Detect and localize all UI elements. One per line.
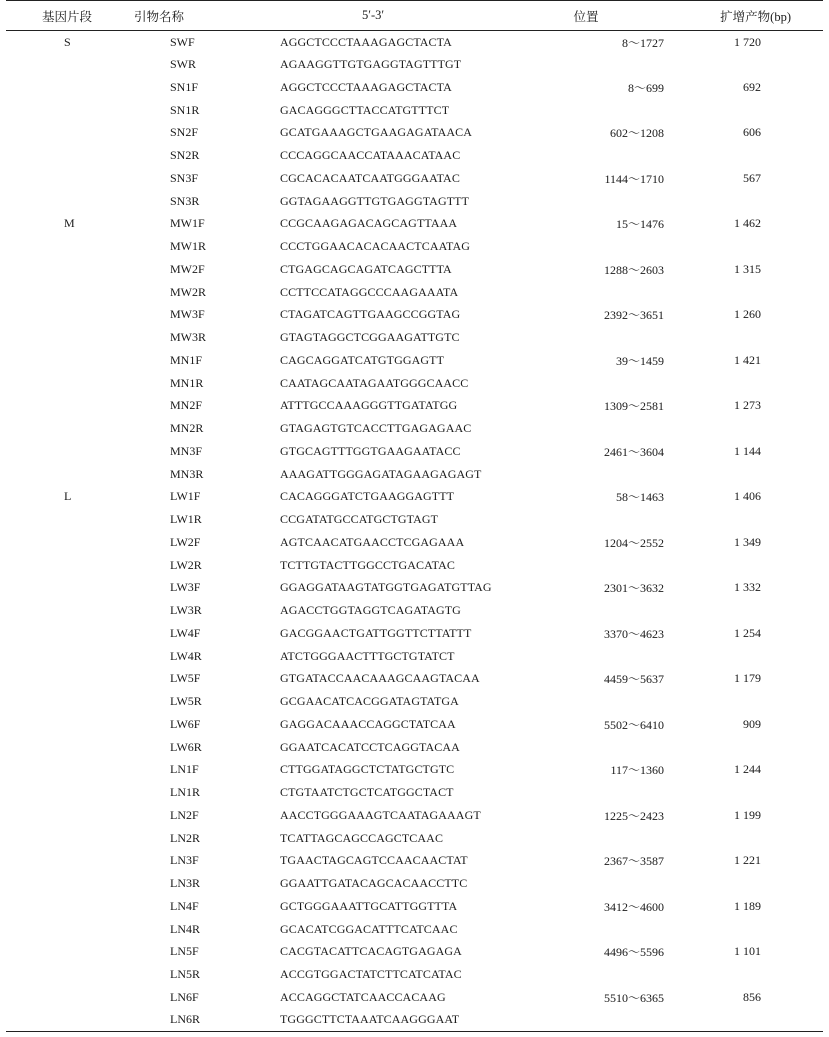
position-cell: 117～1360 <box>610 763 664 778</box>
position-cell <box>506 281 666 304</box>
table-row <box>6 668 823 691</box>
product-size-cell: 1 244 <box>734 762 761 777</box>
segment-cell <box>6 736 130 759</box>
segment-cell <box>6 941 130 964</box>
product-size-cell <box>666 417 823 440</box>
position-cell: 2301～3632 <box>603 581 664 596</box>
primer-name-cell: LW2R <box>170 557 202 572</box>
position-cell: 58～1463 <box>615 490 664 505</box>
table-row <box>6 486 823 509</box>
primer-name-cell: LW5R <box>170 694 202 709</box>
table-row <box>6 804 823 827</box>
table-row <box>6 1009 823 1032</box>
primer-name-cell: LN5R <box>170 967 200 982</box>
product-size-cell: 1 273 <box>734 398 761 413</box>
product-size-cell <box>666 99 823 122</box>
primer-name-cell: LN6R <box>130 1009 236 1032</box>
table-row <box>6 235 823 258</box>
sequence-cell: ACCGTGGACTATCTTCATCATAC <box>280 967 462 982</box>
product-size-cell <box>666 372 823 395</box>
primer-table <box>6 0 823 1032</box>
product-size-cell: 1 720 <box>734 34 761 49</box>
segment-cell <box>6 167 130 190</box>
segment-cell <box>6 963 130 986</box>
header-row <box>6 1 823 31</box>
product-size-cell: 1 332 <box>734 580 761 595</box>
product-size-cell <box>666 190 823 213</box>
segment-cell <box>6 622 130 645</box>
sequence-cell: GGAATTGATACAGCACAACCTTC <box>280 876 468 891</box>
position-cell <box>506 235 666 258</box>
segment-cell <box>6 190 130 213</box>
position-cell: 4459～5637 <box>603 672 664 687</box>
table-row <box>6 190 823 213</box>
primer-name-cell: LN5F <box>170 944 199 959</box>
sequence-cell: GGAATCACATCCTCAGGTACAA <box>280 739 460 754</box>
table-row <box>6 690 823 713</box>
primer-name-cell: MN2R <box>170 421 204 436</box>
position-cell <box>506 918 666 941</box>
primer-name-cell: LN2R <box>170 830 200 845</box>
product-size-cell: 856 <box>743 989 761 1004</box>
product-size-cell: 1 254 <box>734 625 761 640</box>
segment-cell <box>6 599 130 622</box>
position-cell: 39～1459 <box>615 353 664 368</box>
sequence-cell: GGAGGATAAGTATGGTGAGATGTTAG <box>280 580 492 595</box>
sequence-cell: GTAGAGTGTCACCTTGAGAGAAC <box>280 421 472 436</box>
sequence-cell: TCATTAGCAGCCAGCTCAAC <box>280 830 444 845</box>
sequence-cell: GTGCAGTTTGGTGAAGAATACC <box>280 443 461 458</box>
primer-name-cell: LN3R <box>170 876 200 891</box>
product-size-cell <box>666 599 823 622</box>
product-size-cell <box>666 645 823 668</box>
table-row <box>6 395 823 418</box>
position-cell <box>506 463 666 486</box>
position-cell: 2367～3587 <box>603 854 664 869</box>
segment-cell <box>6 99 130 122</box>
sequence-cell: GCGAACATCACGGATAGTATGA <box>280 694 459 709</box>
table-body <box>6 31 823 1032</box>
table-row <box>6 508 823 531</box>
primer-name-cell: LW3R <box>170 603 202 618</box>
table-row <box>6 349 823 372</box>
position-cell <box>506 508 666 531</box>
product-size-cell <box>666 508 823 531</box>
primer-name-cell: SN3F <box>170 170 199 185</box>
sequence-cell: CGCACACAATCAATGGGAATAC <box>280 170 460 185</box>
header-sequence: 5′-3′ <box>236 1 506 31</box>
primer-name-cell: SWF <box>170 34 195 49</box>
product-size-cell <box>666 53 823 76</box>
segment-cell <box>6 577 130 600</box>
sequence-cell: AGAAGGTTGTGAGGTAGTTTGT <box>280 57 462 72</box>
segment-cell <box>6 918 130 941</box>
table-row <box>6 463 823 486</box>
product-size-cell: 1 315 <box>734 261 761 276</box>
primer-name-cell: SWR <box>170 57 197 72</box>
segment-cell <box>6 281 130 304</box>
header-product-size: 扩增产物(bp) <box>666 1 823 31</box>
primer-name-cell: LW2F <box>170 534 201 549</box>
primer-name-cell: MN3R <box>170 466 204 481</box>
position-cell <box>506 872 666 895</box>
position-cell <box>506 690 666 713</box>
primer-name-cell: MN1R <box>170 375 204 390</box>
product-size-cell: 1 221 <box>734 853 761 868</box>
primer-name-cell: LW6F <box>170 716 201 731</box>
product-size-cell: 1 199 <box>734 807 761 822</box>
position-cell <box>506 326 666 349</box>
sequence-cell: CAATAGCAATAGAATGGGCAACC <box>280 375 469 390</box>
primer-name-cell: SN2R <box>170 148 200 163</box>
sequence-cell: CTAGATCAGTTGAAGCCGGTAG <box>280 307 461 322</box>
sequence-cell: CAGCAGGATCATGTGGAGTT <box>280 352 444 367</box>
table-row <box>6 645 823 668</box>
segment-cell <box>6 349 130 372</box>
position-cell: 1288～2603 <box>603 262 664 277</box>
sequence-cell: AGGCTCCCTAAAGAGCTACTA <box>280 79 452 94</box>
primer-name-cell: LN4F <box>170 898 199 913</box>
segment-cell: S <box>64 34 71 49</box>
sequence-cell: TGAACTAGCAGTCCAACAACTAT <box>280 853 468 868</box>
table-row <box>6 713 823 736</box>
table-row <box>6 440 823 463</box>
primer-name-cell: MN1F <box>170 352 203 367</box>
position-cell: 5502～6410 <box>603 717 664 732</box>
product-size-cell <box>666 281 823 304</box>
primer-name-cell: LN4R <box>170 921 200 936</box>
sequence-cell: ATTTGCCAAAGGGTTGATATGG <box>280 398 458 413</box>
segment-cell <box>6 668 130 691</box>
product-size-cell <box>666 872 823 895</box>
segment-cell <box>6 144 130 167</box>
product-size-cell <box>666 827 823 850</box>
segment-cell <box>6 986 130 1009</box>
product-size-cell: 1 179 <box>734 671 761 686</box>
table-row <box>6 554 823 577</box>
primer-name-cell: MW1R <box>170 239 206 254</box>
primer-name-cell: SN3R <box>170 193 200 208</box>
segment-cell <box>6 440 130 463</box>
sequence-cell: AGACCTGGTAGGTCAGATAGTG <box>280 603 461 618</box>
segment-cell <box>6 759 130 782</box>
product-size-cell <box>666 326 823 349</box>
position-cell: 4496～5596 <box>603 945 664 960</box>
sequence-cell: CCCTGGAACACACAACTCAATAG <box>280 239 471 254</box>
sequence-cell: AAAGATTGGGAGATAGAAGAGAGT <box>280 466 482 481</box>
table-row <box>6 781 823 804</box>
product-size-cell: 1 189 <box>734 898 761 913</box>
segment-cell <box>6 531 130 554</box>
segment-cell <box>6 235 130 258</box>
position-cell: 602～1208 <box>609 126 664 141</box>
position-cell: 8～1727 <box>621 35 664 50</box>
primer-name-cell: LW5F <box>170 671 201 686</box>
table-row <box>6 895 823 918</box>
table-row <box>6 599 823 622</box>
table-row <box>6 918 823 941</box>
product-size-cell: 1 406 <box>734 489 761 504</box>
table-row <box>6 281 823 304</box>
primer-name-cell: LW3F <box>170 580 201 595</box>
segment-cell <box>6 690 130 713</box>
primer-name-cell: MW3R <box>170 330 206 345</box>
primer-name-cell: LN1F <box>170 762 199 777</box>
sequence-cell: AGTCAACATGAACCTCGAGAAA <box>280 534 465 549</box>
primer-name-cell: LN1R <box>170 785 200 800</box>
sequence-cell: GTGATACCAACAAAGCAAGTACAA <box>280 671 480 686</box>
table-row <box>6 258 823 281</box>
segment-cell <box>6 1009 130 1032</box>
segment-cell <box>6 463 130 486</box>
segment-cell <box>6 417 130 440</box>
table-row <box>6 76 823 99</box>
segment-cell <box>6 372 130 395</box>
table-row <box>6 417 823 440</box>
primer-name-cell: MN2F <box>170 398 203 413</box>
segment-cell: L <box>64 489 72 504</box>
product-size-cell: 1 349 <box>734 534 761 549</box>
product-size-cell: 567 <box>743 170 761 185</box>
product-size-cell <box>666 463 823 486</box>
segment-cell <box>6 508 130 531</box>
product-size-cell: 1 260 <box>734 307 761 322</box>
position-cell <box>506 645 666 668</box>
sequence-cell: TCTTGTACTTGGCCTGACATAC <box>280 557 455 572</box>
primer-name-cell: LN6F <box>170 989 199 1004</box>
position-cell: 8～699 <box>627 80 664 95</box>
position-cell: 1309～2581 <box>603 399 664 414</box>
header-position: 位置 <box>506 1 666 31</box>
segment-cell <box>6 781 130 804</box>
table-row <box>6 827 823 850</box>
sequence-cell: CTGTAATCTGCTCATGGCTACT <box>280 785 454 800</box>
table-row <box>6 736 823 759</box>
sequence-cell: GGTAGAAGGTTGTGAGGTAGTTT <box>280 193 470 208</box>
primer-name-cell: SN1F <box>170 79 199 94</box>
position-cell: 3370～4623 <box>603 626 664 641</box>
header-segment: 基因片段 <box>6 1 130 31</box>
segment-cell <box>6 53 130 76</box>
sequence-cell: CCTTCCATAGGCCCAAGAAATA <box>280 284 459 299</box>
sequence-cell: GCTGGGAAATTGCATTGGTTTA <box>280 898 458 913</box>
primer-name-cell: LW4F <box>170 625 201 640</box>
table-row <box>6 53 823 76</box>
product-size-cell <box>666 963 823 986</box>
sequence-cell: GCATGAAAGCTGAAGAGATAACA <box>280 125 473 140</box>
table-row <box>6 144 823 167</box>
primer-name-cell: MW2R <box>170 284 206 299</box>
table-row <box>6 872 823 895</box>
primer-name-cell: LW4R <box>170 648 202 663</box>
sequence-cell: GACGGAACTGATTGGTTCTTATTT <box>280 625 472 640</box>
product-size-cell <box>666 736 823 759</box>
segment-cell: M <box>64 216 75 231</box>
segment-cell <box>6 850 130 873</box>
table-row <box>6 122 823 145</box>
position-cell <box>506 144 666 167</box>
segment-cell <box>6 804 130 827</box>
table-row <box>6 99 823 122</box>
primer-name-cell: LW6R <box>170 739 202 754</box>
segment-cell <box>6 554 130 577</box>
sequence-cell: CCGATATGCCATGCTGTAGT <box>280 512 439 527</box>
table-row <box>6 31 823 54</box>
sequence-cell: AGGCTCCCTAAAGAGCTACTA <box>280 34 452 49</box>
position-cell: 1204～2552 <box>603 535 664 550</box>
primer-name-cell: LW1R <box>170 512 202 527</box>
sequence-cell: GTAGTAGGCTCGGAAGATTGTC <box>280 330 460 345</box>
segment-cell <box>6 895 130 918</box>
position-cell <box>506 99 666 122</box>
position-cell: 1144～1710 <box>604 171 664 186</box>
segment-cell <box>6 645 130 668</box>
segment-cell <box>6 122 130 145</box>
table-row <box>6 622 823 645</box>
position-cell <box>506 599 666 622</box>
segment-cell <box>6 304 130 327</box>
table-row <box>6 326 823 349</box>
sequence-cell: CACGTACATTCACAGTGAGAGA <box>280 944 462 959</box>
product-size-cell <box>666 554 823 577</box>
position-cell <box>506 53 666 76</box>
segment-cell <box>6 827 130 850</box>
sequence-cell: GACAGGGCTTACCATGTTTCT <box>280 102 450 117</box>
table-row <box>6 304 823 327</box>
segment-cell <box>6 258 130 281</box>
table-row <box>6 986 823 1009</box>
sequence-cell: CTGAGCAGCAGATCAGCTTTA <box>280 261 452 276</box>
primer-name-cell: MW2F <box>170 261 205 276</box>
position-cell: 3412～4600 <box>603 899 664 914</box>
sequence-cell: CTTGGATAGGCTCTATGCTGTC <box>280 762 455 777</box>
product-size-cell <box>666 918 823 941</box>
segment-cell <box>6 872 130 895</box>
product-size-cell <box>666 1009 823 1032</box>
primer-name-cell: SN1R <box>170 102 200 117</box>
sequence-cell: ACCAGGCTATCAACCACAAG <box>280 989 446 1004</box>
product-size-cell <box>666 690 823 713</box>
table-row <box>6 577 823 600</box>
table-row <box>6 850 823 873</box>
product-size-cell: 909 <box>743 716 761 731</box>
position-cell <box>506 736 666 759</box>
product-size-cell <box>666 235 823 258</box>
position-cell: 5510～6365 <box>603 990 664 1005</box>
sequence-cell: ATCTGGGAACTTTGCTGTATCT <box>280 648 455 663</box>
sequence-cell: CCGCAAGAGACAGCAGTTAAA <box>280 216 458 231</box>
position-cell <box>506 554 666 577</box>
product-size-cell <box>666 781 823 804</box>
position-cell <box>506 827 666 850</box>
product-size-cell: 606 <box>743 125 761 140</box>
position-cell <box>506 372 666 395</box>
table-row <box>6 963 823 986</box>
table-header <box>6 1 823 31</box>
product-size-cell: 1 462 <box>734 216 761 231</box>
primer-name-cell: LW1F <box>170 489 201 504</box>
position-cell <box>506 781 666 804</box>
table-row <box>6 372 823 395</box>
primer-name-cell: MW3F <box>170 307 205 322</box>
sequence-cell: AACCTGGGAAAGTCAATAGAAAGT <box>280 807 481 822</box>
product-size-cell: 1 101 <box>734 944 761 959</box>
primer-name-cell: MN3F <box>170 443 203 458</box>
position-cell: 2392～3651 <box>603 308 664 323</box>
primer-name-cell: LN3F <box>170 853 199 868</box>
sequence-cell: CCCAGGCAACCATAAACATAAC <box>280 148 461 163</box>
primer-table-container <box>6 0 823 1032</box>
sequence-cell: CACAGGGATCTGAAGGAGTTT <box>280 489 455 504</box>
sequence-cell: TGGGCTTCTAAATCAAGGGAAT <box>236 1009 506 1032</box>
position-cell <box>506 190 666 213</box>
position-cell <box>506 417 666 440</box>
sequence-cell: GAGGACAAACCAGGCTATCAA <box>280 716 456 731</box>
sequence-cell: GCACATCGGACATTTCATCAAC <box>280 921 458 936</box>
segment-cell <box>6 76 130 99</box>
primer-name-cell: MW1F <box>170 216 205 231</box>
position-cell: 15～1476 <box>615 217 664 232</box>
product-size-cell: 692 <box>743 79 761 94</box>
table-row <box>6 941 823 964</box>
table-row <box>6 213 823 236</box>
product-size-cell <box>666 144 823 167</box>
header-primer-name: 引物名称 <box>130 1 236 31</box>
segment-cell <box>6 326 130 349</box>
position-cell: 1225～2423 <box>603 808 664 823</box>
table-row <box>6 759 823 782</box>
segment-cell <box>6 395 130 418</box>
product-size-cell: 1 144 <box>734 443 761 458</box>
table-row <box>6 167 823 190</box>
position-cell <box>506 1009 666 1032</box>
product-size-cell: 1 421 <box>734 352 761 367</box>
primer-name-cell: SN2F <box>170 125 199 140</box>
primer-name-cell: LN2F <box>170 807 199 822</box>
position-cell: 2461～3604 <box>603 444 664 459</box>
table-row <box>6 531 823 554</box>
segment-cell <box>6 713 130 736</box>
position-cell <box>506 963 666 986</box>
